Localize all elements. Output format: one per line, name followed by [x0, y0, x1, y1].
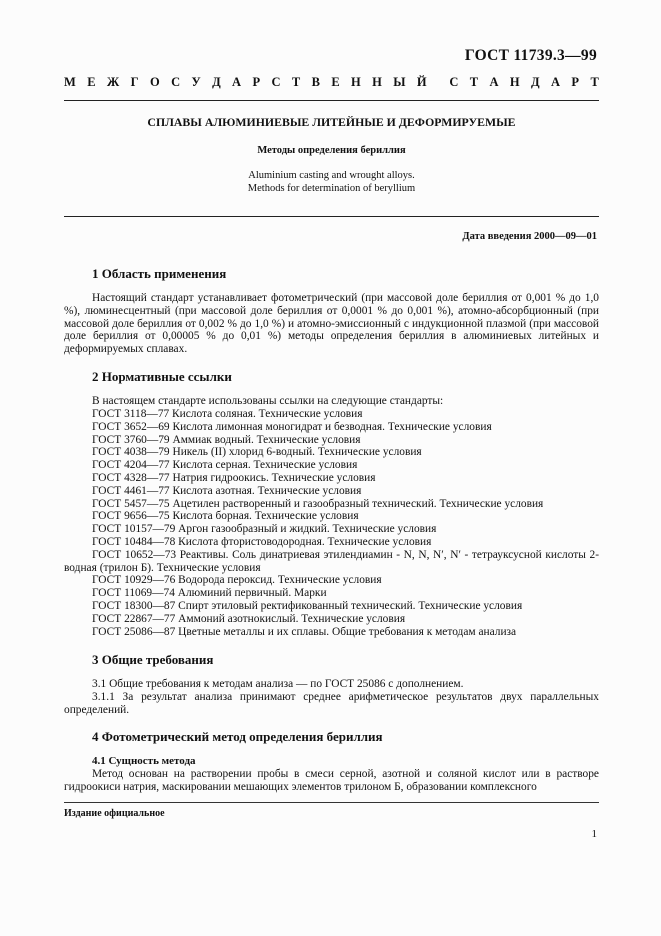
reference-item: ГОСТ 3652—69 Кислота лимонная моногидрат и безводная. Технические условия	[92, 420, 492, 433]
banner-letter: Р	[571, 75, 580, 89]
general-requirement-3-1: 3.1 Общие требования к методам анализа — по ГОСТ 25086 с дополнением.	[92, 678, 464, 690]
general-requirement-3-1-1: 3.1.1 За результат анализа принимают среднее арифметическое результатов двух параллельных определений.	[64, 690, 599, 716]
reference-item: ГОСТ 4204—77 Кислота серная. Технические условия	[92, 459, 358, 472]
banner-letter: А	[232, 75, 242, 89]
banner-letter: Й	[416, 75, 427, 89]
reference-item: ГОСТ 25086—87 Цветные металлы и их сплавы. Общие требования к методам анализа	[92, 625, 517, 638]
reference-item: ГОСТ 11069—74 Алюминий первичный. Марки	[92, 587, 327, 600]
document-subtitle: Методы определения бериллия	[257, 145, 406, 156]
reference-item: ГОСТ 22867—77 Аммоний азотнокислый. Технические условия	[92, 612, 406, 625]
reference-item: ГОСТ 10929—76 Водорода пероксид. Технические условия	[92, 574, 382, 587]
document-code: ГОСТ 11739.3—99	[464, 47, 597, 64]
banner-letter: С	[271, 75, 281, 89]
interstate-standard-banner	[64, 75, 599, 90]
header-divider	[64, 100, 599, 101]
reference-item: ГОСТ 10484—78 Кислота фтористоводородная. Технические условия	[92, 536, 432, 548]
section-scope-text: Настоящий стандарт устанавливает фотометрический (при массовой доле бериллия от 0,001 % до 1,0 %), люминесцентный (при массовой доле бериллия от 0,0001 % до 0,001 %), атомно-абсорбционный (при массовой доле бериллия от 0,002 % до 1,0 %) и атомно-эмиссионный с индукционной плазмой (при массовой доле бериллия от 0,00005 % до 0,01 %) методы определения бериллия в алюминиевых литейных и деформируемых сплавах.	[64, 292, 599, 356]
footer-divider	[64, 802, 599, 803]
banner-letter: Е	[331, 75, 340, 89]
reference-item: ГОСТ 5457—75 Ацетилен растворенный и газообразный технический. Технические условия	[92, 497, 544, 510]
reference-item-long: ГОСТ 10652—73 Реактивы. Соль динатриевая этилендиамин - N, N, N′, N′ - тетрауксусной кислоты 2-водная (трилон Б). Технические условия	[64, 548, 599, 574]
banner-letter: Т	[590, 75, 599, 89]
banner-letter: О	[149, 75, 160, 89]
banner-letter: Н	[351, 75, 361, 89]
introduction-date: Дата введения 2000—09—01	[462, 231, 597, 242]
subsection-heading-principle: 4.1 Сущность метода	[92, 755, 196, 767]
banner-letter: А	[551, 75, 561, 89]
banner-letter: А	[489, 75, 499, 89]
banner-letter: Д	[212, 75, 221, 89]
reference-item: ГОСТ 4461—77 Кислота азотная. Технические условия	[92, 484, 362, 497]
banner-letter: Н	[509, 75, 520, 89]
section-heading-scope: 1 Область применения	[92, 266, 227, 281]
page-number: 1	[591, 828, 597, 840]
reference-item: ГОСТ 10157—79 Аргон газообразный и жидкий. Технические условия	[92, 523, 437, 536]
english-title-line-2: Methods for determination of beryllium	[247, 183, 416, 194]
reference-item: ГОСТ 9656—75 Кислота борная. Технические условия	[92, 510, 359, 523]
banner-letter: Ж	[106, 75, 120, 89]
reference-item: ГОСТ 3118—77 Кислота соляная. Технические условия	[92, 408, 363, 420]
banner-letter: Р	[252, 75, 261, 89]
banner-letter: Т	[469, 75, 479, 89]
reference-item: ГОСТ 4038—79 Никель (II) хлорид 6-водный. Технические условия	[92, 446, 422, 459]
banner-letter: Е	[87, 75, 96, 89]
banner-letter: Ы	[393, 75, 406, 89]
banner-letter: У	[191, 75, 201, 89]
banner-letter: Т	[291, 75, 301, 89]
section-heading-general: 3 Общие требования	[92, 652, 214, 667]
reference-item: ГОСТ 3760—79 Аммиак водный. Технические условия	[92, 433, 361, 446]
banner-letter: С	[171, 75, 181, 89]
section-heading-references: 2 Нормативные ссылки	[92, 369, 232, 384]
english-title-line-1: Aluminium casting and wrought alloys.	[248, 170, 415, 181]
reference-item: ГОСТ 18300—87 Спирт этиловый ректификованный технический. Технические условия	[92, 600, 523, 612]
banner-letter: В	[311, 75, 320, 89]
principle-text: Метод основан на растворении пробы в смеси серной, азотной и соляной кислот или в растворе гидроокиси натрия, маскировании мешающих элементов трилоном Б, образовании комплексного	[64, 768, 599, 793]
banner-letter: М	[64, 75, 76, 89]
references-intro: В настоящем стандарте использованы ссылки на следующие стандарты:	[92, 395, 444, 407]
section-heading-photometric: 4 Фотометрический метод определения бериллия	[92, 729, 383, 744]
banner-letter: Н	[372, 75, 382, 89]
reference-item: ГОСТ 4328—77 Натрия гидроокись. Технические условия	[92, 472, 376, 484]
banner-letter: Д	[531, 75, 540, 89]
official-edition-label: Издание официальное	[64, 808, 165, 819]
banner-letter: Г	[130, 75, 139, 89]
document-title: СПЛАВЫ АЛЮМИНИЕВЫЕ ЛИТЕЙНЫЕ И ДЕФОРМИРУЕМЫЕ	[147, 115, 516, 129]
title-divider	[64, 216, 599, 217]
banner-letter: С	[449, 75, 459, 89]
